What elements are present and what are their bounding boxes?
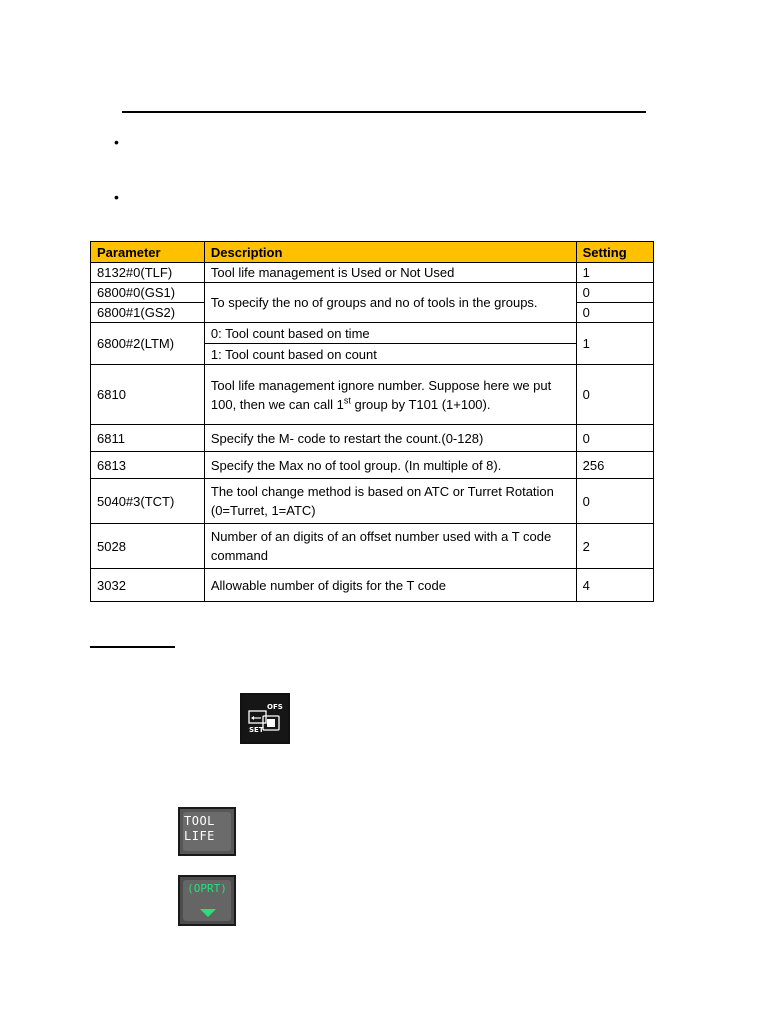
bullet-point: • <box>114 189 119 205</box>
operation-softkey <box>178 875 236 926</box>
setting-cell: 0 <box>576 303 653 323</box>
param-cell: 6800#1(GS2) <box>91 303 205 323</box>
setting-cell: 0 <box>576 479 653 524</box>
header-description: Description <box>204 242 576 263</box>
table-row <box>91 365 654 425</box>
desc-cell: To specify the no of groups and no of tools in the groups. <box>204 283 576 323</box>
desc-cell: The tool change method is based on ATC or Turret Rotation (0=Turret, 1=ATC) <box>204 479 576 524</box>
desc-cell: Specify the M- code to restart the count.(0-128) <box>204 425 576 452</box>
offset-setting-key-icon <box>246 699 284 739</box>
desc-cell: 1: Tool count based on count <box>204 344 576 365</box>
heading-underline <box>122 111 646 113</box>
table-row <box>91 263 654 283</box>
param-cell: 3032 <box>91 569 205 602</box>
table-row <box>91 323 654 344</box>
table-row <box>91 524 654 569</box>
desc-cell: Number of an digits of an offset number used with a T code command <box>204 524 576 569</box>
param-cell: 6800#0(GS1) <box>91 283 205 303</box>
section-heading-underline <box>90 646 175 648</box>
desc-cell: Tool life management is Used or Not Used <box>204 263 576 283</box>
param-cell: 5040#3(TCT) <box>91 479 205 524</box>
setting-cell: 4 <box>576 569 653 602</box>
table-header-row <box>91 242 654 263</box>
desc-text: group by T101 (1+100). <box>350 396 491 412</box>
down-triangle-icon <box>200 909 216 917</box>
setting-cell: 1 <box>576 263 653 283</box>
parameter-table <box>90 241 654 602</box>
header-setting: Setting <box>576 242 653 263</box>
desc-cell: Specify the Max no of tool group. (In multiple of 8). <box>204 452 576 479</box>
key-label-set: SET <box>249 726 264 734</box>
param-cell: 5028 <box>91 524 205 569</box>
superscript: st <box>343 395 351 406</box>
key-label-ofs: OFS <box>267 703 283 711</box>
setting-cell: 256 <box>576 452 653 479</box>
desc-cell: 0: Tool count based on time <box>204 323 576 344</box>
setting-cell: 0 <box>576 283 653 303</box>
param-cell: 6811 <box>91 425 205 452</box>
param-cell: 6810 <box>91 365 205 425</box>
table-row <box>91 479 654 524</box>
table-row <box>91 569 654 602</box>
tool-life-softkey <box>178 807 236 856</box>
param-cell: 8132#0(TLF) <box>91 263 205 283</box>
oprt-label: (OPRT) <box>187 882 227 895</box>
setting-cell: 0 <box>576 425 653 452</box>
param-cell: 6800#2(LTM) <box>91 323 205 365</box>
header-parameter: Parameter <box>91 242 205 263</box>
tool-life-label: TOOL LIFE <box>184 814 215 843</box>
desc-text: Tool life management ignore number. Suppose here we put 100, then we can call 1 <box>210 377 552 412</box>
bullet-point: • <box>114 134 119 150</box>
desc-cell <box>204 365 576 425</box>
table-row <box>91 425 654 452</box>
param-cell: 6813 <box>91 452 205 479</box>
setting-cell: 0 <box>576 365 653 425</box>
table-row <box>91 452 654 479</box>
setting-cell: 1 <box>576 323 653 365</box>
setting-cell: 2 <box>576 524 653 569</box>
desc-cell: Allowable number of digits for the T code <box>204 569 576 602</box>
offset-setting-key <box>240 693 290 744</box>
table-row <box>91 283 654 303</box>
